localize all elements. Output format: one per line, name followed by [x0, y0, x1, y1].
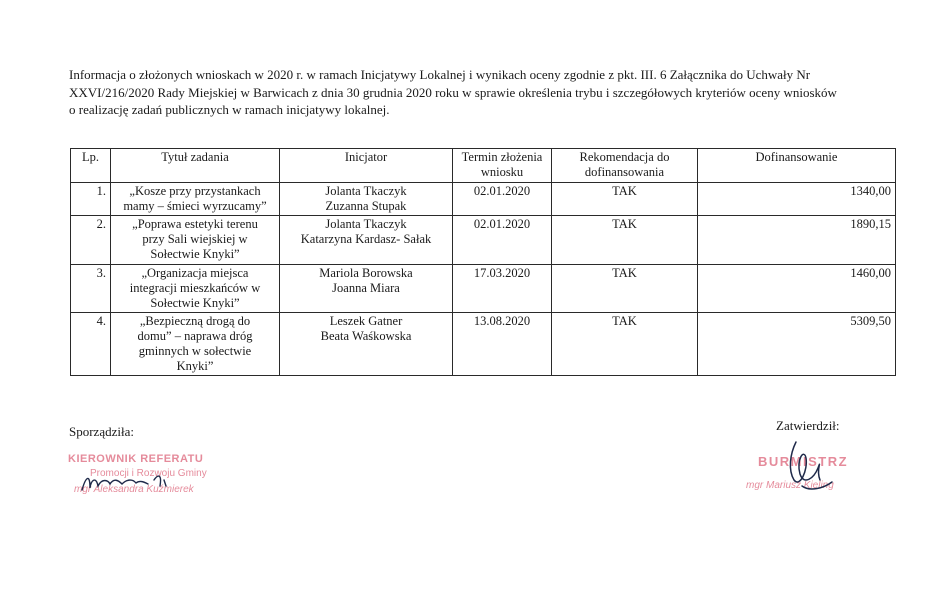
prepared-by-label: Sporządziła: [69, 424, 134, 439]
table-row [71, 313, 896, 376]
cell-funding: 1460,00 [698, 265, 896, 313]
intro-line-1: Informacja o złożonych wnioskach w 2020 r. w ramach Inicjatywy Lokalnej i wynikach oceny zgodnie z pkt. III. 6 Załącznika do Uchwały Nr [69, 67, 811, 82]
cell-funding: 5309,50 [698, 313, 896, 376]
header-title: Tytuł zadania [111, 149, 280, 183]
preparer-signature [60, 450, 230, 506]
cell-initiators: Jolanta Tkaczyk Katarzyna Kardasz- Sałak [280, 216, 453, 265]
table-header-row [71, 149, 896, 183]
header-lp: Lp. [71, 149, 111, 183]
cell-title: „Poprawa estetyki terenu przy Sali wiejskiej w Sołectwie Knyki” [111, 216, 280, 265]
cell-lp: 4. [71, 313, 111, 376]
preparer-stamp-department: Promocji i Rozwoju Gminy [90, 468, 207, 479]
header-initiator: Inicjator [280, 149, 453, 183]
approver-stamp-title: BURMISTRZ [758, 454, 849, 469]
cell-lp: 3. [71, 265, 111, 313]
cell-initiators: Jolanta Tkaczyk Zuzanna Stupak [280, 183, 453, 216]
cell-date: 13.08.2020 [453, 313, 552, 376]
header-funding: Dofinansowanie [698, 149, 896, 183]
cell-title: „Bezpieczną drogą do domu” – naprawa dróg gminnych w sołectwie Knyki” [111, 313, 280, 376]
cell-date: 02.01.2020 [453, 216, 552, 265]
cell-lp: 2. [71, 216, 111, 265]
cell-funding: 1890,15 [698, 216, 896, 265]
header-recommendation: Rekomendacja do dofinansowania [552, 149, 698, 183]
approver-stamp [740, 440, 870, 502]
intro-line-3: o realizację zadań publicznych w ramach inicjatywy lokalnej. [69, 102, 390, 117]
applications-table [70, 148, 896, 376]
cell-initiators: Mariola Borowska Joanna Miara [280, 265, 453, 313]
cell-lp: 1. [71, 183, 111, 216]
approver-stamp-name: mgr Mariusz Kieling [746, 480, 834, 491]
approver-signature [740, 440, 870, 502]
approved-by-label: Zatwierdził: [776, 418, 840, 433]
cell-recommendation: TAK [552, 313, 698, 376]
cell-funding: 1340,00 [698, 183, 896, 216]
cell-recommendation: TAK [552, 216, 698, 265]
cell-recommendation: TAK [552, 265, 698, 313]
preparer-stamp [60, 450, 230, 506]
cell-title: „Organizacja miejsca integracji mieszkańców w Sołectwie Knyki” [111, 265, 280, 313]
table-row [71, 265, 896, 313]
cell-initiators: Leszek Gatner Beata Waśkowska [280, 313, 453, 376]
preparer-stamp-title: KIEROWNIK REFERATU [68, 453, 204, 465]
intro-paragraph [69, 66, 869, 119]
table-row [71, 216, 896, 265]
cell-title: „Kosze przy przystankach mamy – śmieci wyrzucamy” [111, 183, 280, 216]
header-date: Termin złożenia wniosku [453, 149, 552, 183]
cell-date: 17.03.2020 [453, 265, 552, 313]
table-row [71, 183, 896, 216]
preparer-stamp-name: mgr Aleksandra Kuźmierek [74, 484, 194, 495]
intro-line-2: XXVI/216/2020 Rady Miejskiej w Barwicach z dnia 30 grudnia 2020 roku w sprawie określenia trybu i szczegółowych kryteriów oceny wniosków [69, 84, 837, 100]
cell-date: 02.01.2020 [453, 183, 552, 216]
cell-recommendation: TAK [552, 183, 698, 216]
